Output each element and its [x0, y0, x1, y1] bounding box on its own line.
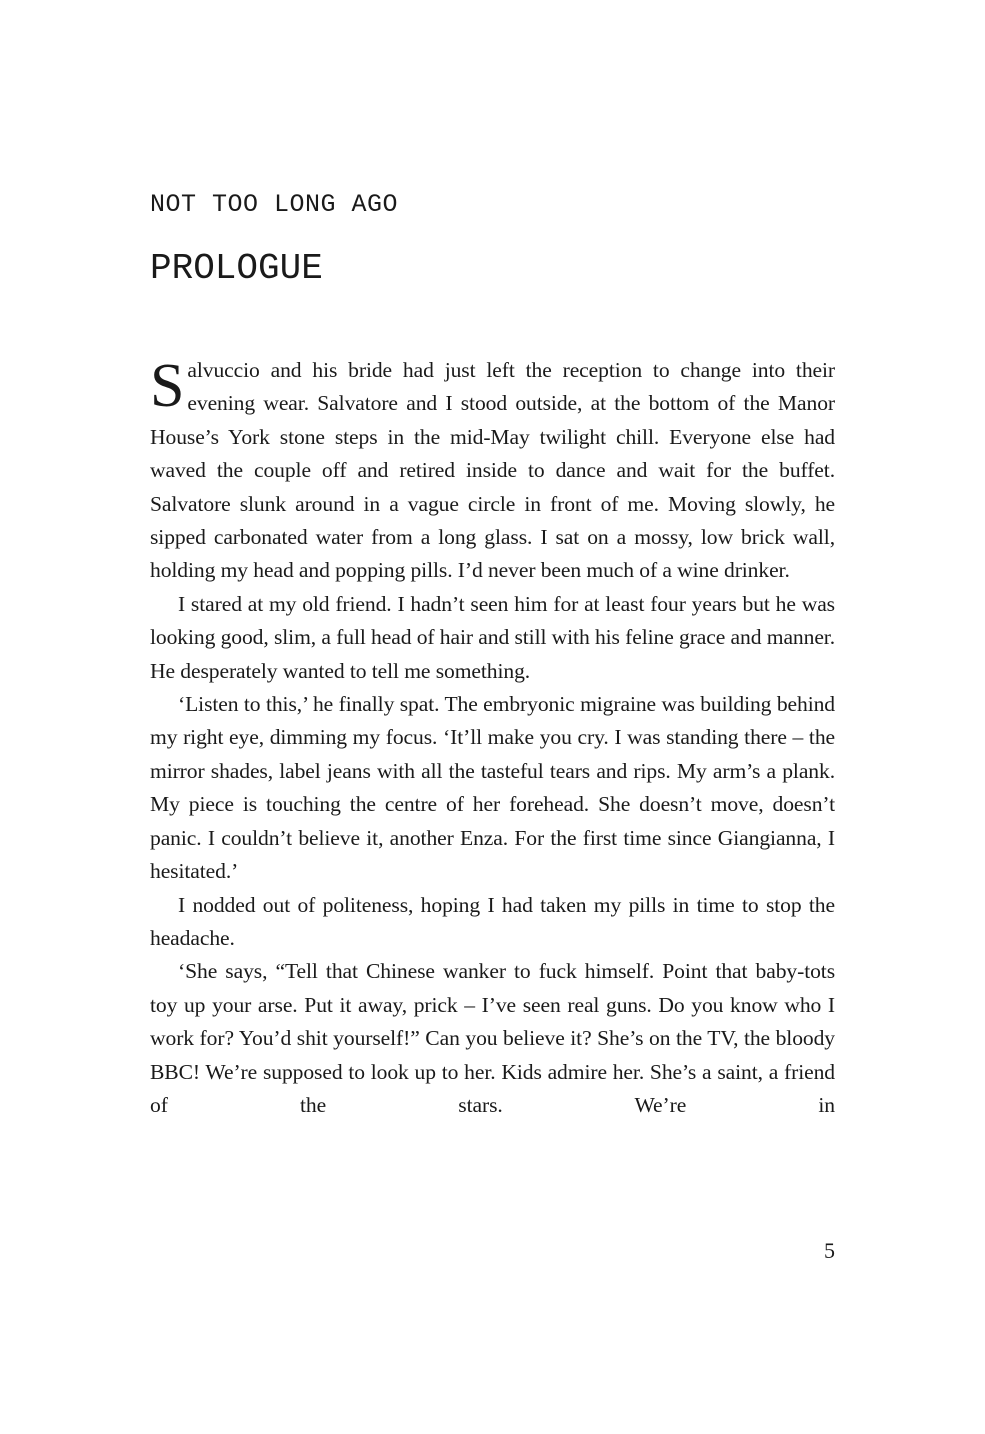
paragraph-2: I stared at my old friend. I hadn’t seen him for at least four years but he was looking good, slim, a full head of hair and still with his feline grace and manner. He desperately wanted to tell me something.	[150, 591, 835, 683]
paragraph-3: ‘Listen to this,’ he finally spat. The embryonic migraine was building behind my right eye, dimming my focus. ‘It’ll make you cry. I was standing there – the mirror shades, label jeans with all the tasteful tears and rips. My arm’s a plank. My piece is touching the centre of her forehead. She doesn’t move, doesn’t panic. I couldn’t believe it, another Enza. For the first time since Giangianna, I hesitated.’	[150, 692, 835, 884]
paragraph-4: I nodded out of politeness, hoping I had taken my pills in time to stop the headache.	[150, 892, 835, 950]
page-number: 5	[824, 1238, 835, 1263]
paragraph-1-text: alvuccio and his bride had just left the reception to change into their evening wear. Salvatore and I stood outside, at the bottom of the Manor House’s York stone steps in the mid-May twilight chill. Everyone else had waved the couple off and retired inside to dance and wait for the buffet. Salvatore slunk around in a vague circle in front of me. Moving slowly, he sipped carbonated water from a long glass. I sat on a mossy, low brick wall, holding my head and popping pills. I’d never been much of a wine drinker.	[150, 358, 835, 583]
body-text	[150, 354, 835, 1122]
paragraph-1	[150, 354, 835, 588]
section-label: NOT TOO LONG AGO	[150, 190, 399, 219]
chapter-title: PROLOGUE	[150, 248, 323, 289]
paragraph-5: ‘She says, “Tell that Chinese wanker to fuck himself. Point that baby-tots toy up your arse. Put it away, prick – I’ve seen real guns. Do you know who I work for? You’d shit yourself!” Can you believe it? She’s on the TV, the bloody BBC! We’re supposed to look up to her. Kids admire her. She’s a saint, a friend of the stars. We’re in	[150, 959, 835, 1117]
drop-cap: S	[150, 352, 185, 420]
